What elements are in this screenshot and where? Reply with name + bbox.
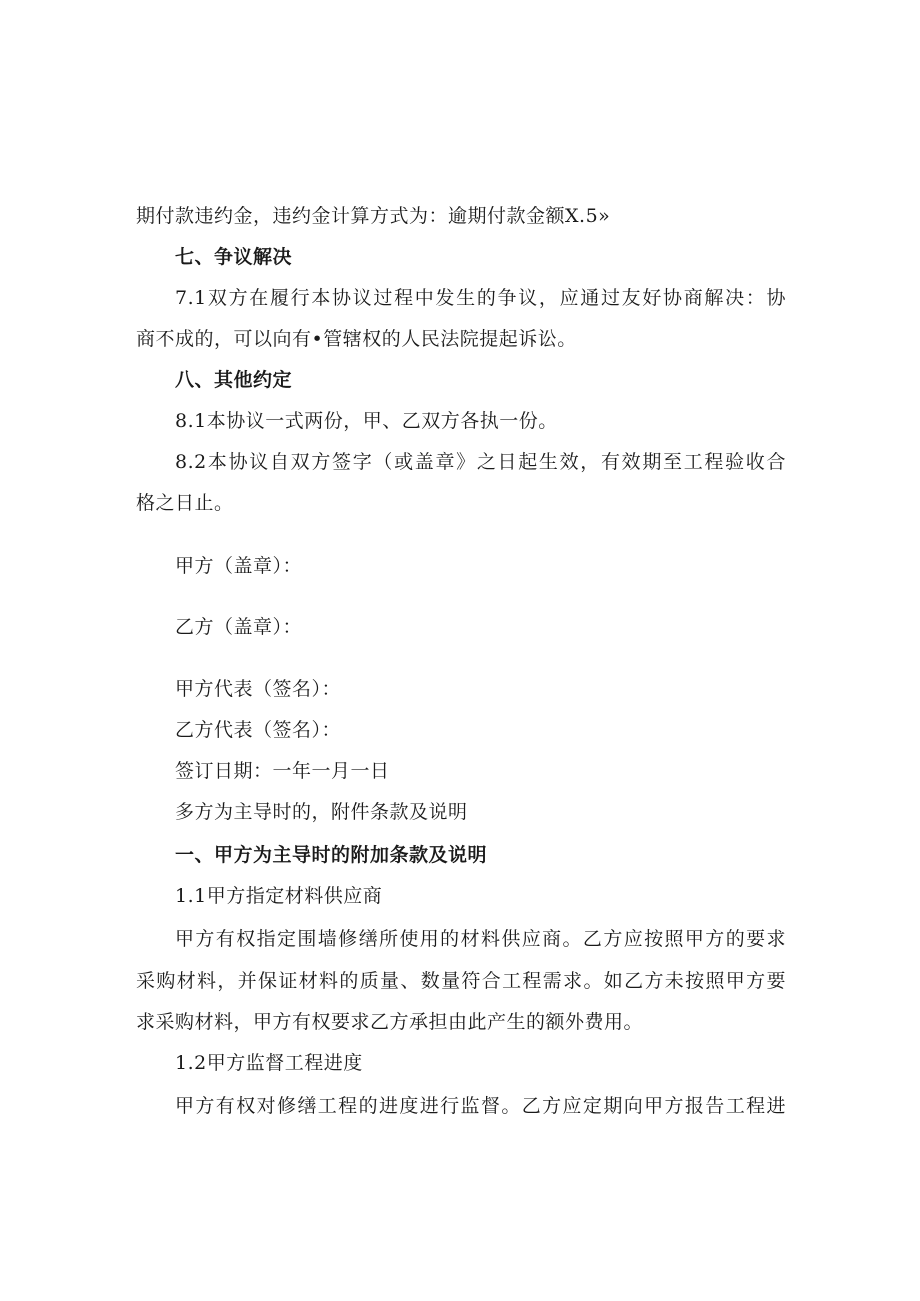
clause-8-2-line-1: 8.2本协议自双方签字（或盖章》之日起生效，有效期至工程验收合 [175, 451, 786, 473]
clause-1-1-line-2: 采购材料，并保证材料的质量、数量符合工程需求。如乙方未按照甲方要 [136, 970, 786, 992]
clause-1-1-line-1: 甲方有权指定围墙修缮所使用的材料供应商。乙方应按照甲方的要求 [175, 928, 786, 950]
clause-8-1: 8.1本协议一式两份，甲、乙双方各执一份。 [175, 410, 558, 432]
annex-section-heading: 一、甲方为主导时的附加条款及说明 [175, 844, 488, 866]
clause-1-2-line-1: 甲方有权对修缮工程的进度进行监督。乙方应定期向甲方报告工程进 [175, 1095, 786, 1117]
party-a-seal-label: 甲方（盖章）： [175, 555, 303, 577]
clause-7-1-line-1: 7.1双方在履行本协议过程中发生的争议，应通过友好协商解决：协 [175, 287, 786, 309]
clause-1-2-title: 1.2甲方监督工程进度 [175, 1052, 363, 1074]
clause-1-1-title: 1.1甲方指定材料供应商 [175, 885, 383, 907]
signing-date-label: 签订日期：一年一月一日 [175, 760, 390, 782]
clause-1-1-line-3: 求采购材料，甲方有权要求乙方承担由此产生的额外费用。 [136, 1011, 644, 1033]
party-b-seal-label: 乙方（盖章）： [175, 616, 303, 638]
party-a-representative-label: 甲方代表（签名）： [175, 678, 342, 700]
section-heading-dispute-resolution: 七、争议解决 [175, 246, 293, 268]
party-b-representative-label: 乙方代表（签名）： [175, 719, 342, 741]
clause-8-2-line-2: 格之日止。 [136, 492, 234, 514]
annex-intro-line: 多方为主导时的，附件条款及说明 [175, 801, 468, 823]
paragraph-line-penalty-continued: 期付款违约金，违约金计算方式为：逾期付款金额X.5» [136, 205, 611, 227]
clause-7-1-line-2: 商不成的，可以向有•管辖权的人民法院提起诉讼。 [136, 328, 577, 350]
section-heading-other-terms: 八、其他约定 [175, 369, 293, 391]
